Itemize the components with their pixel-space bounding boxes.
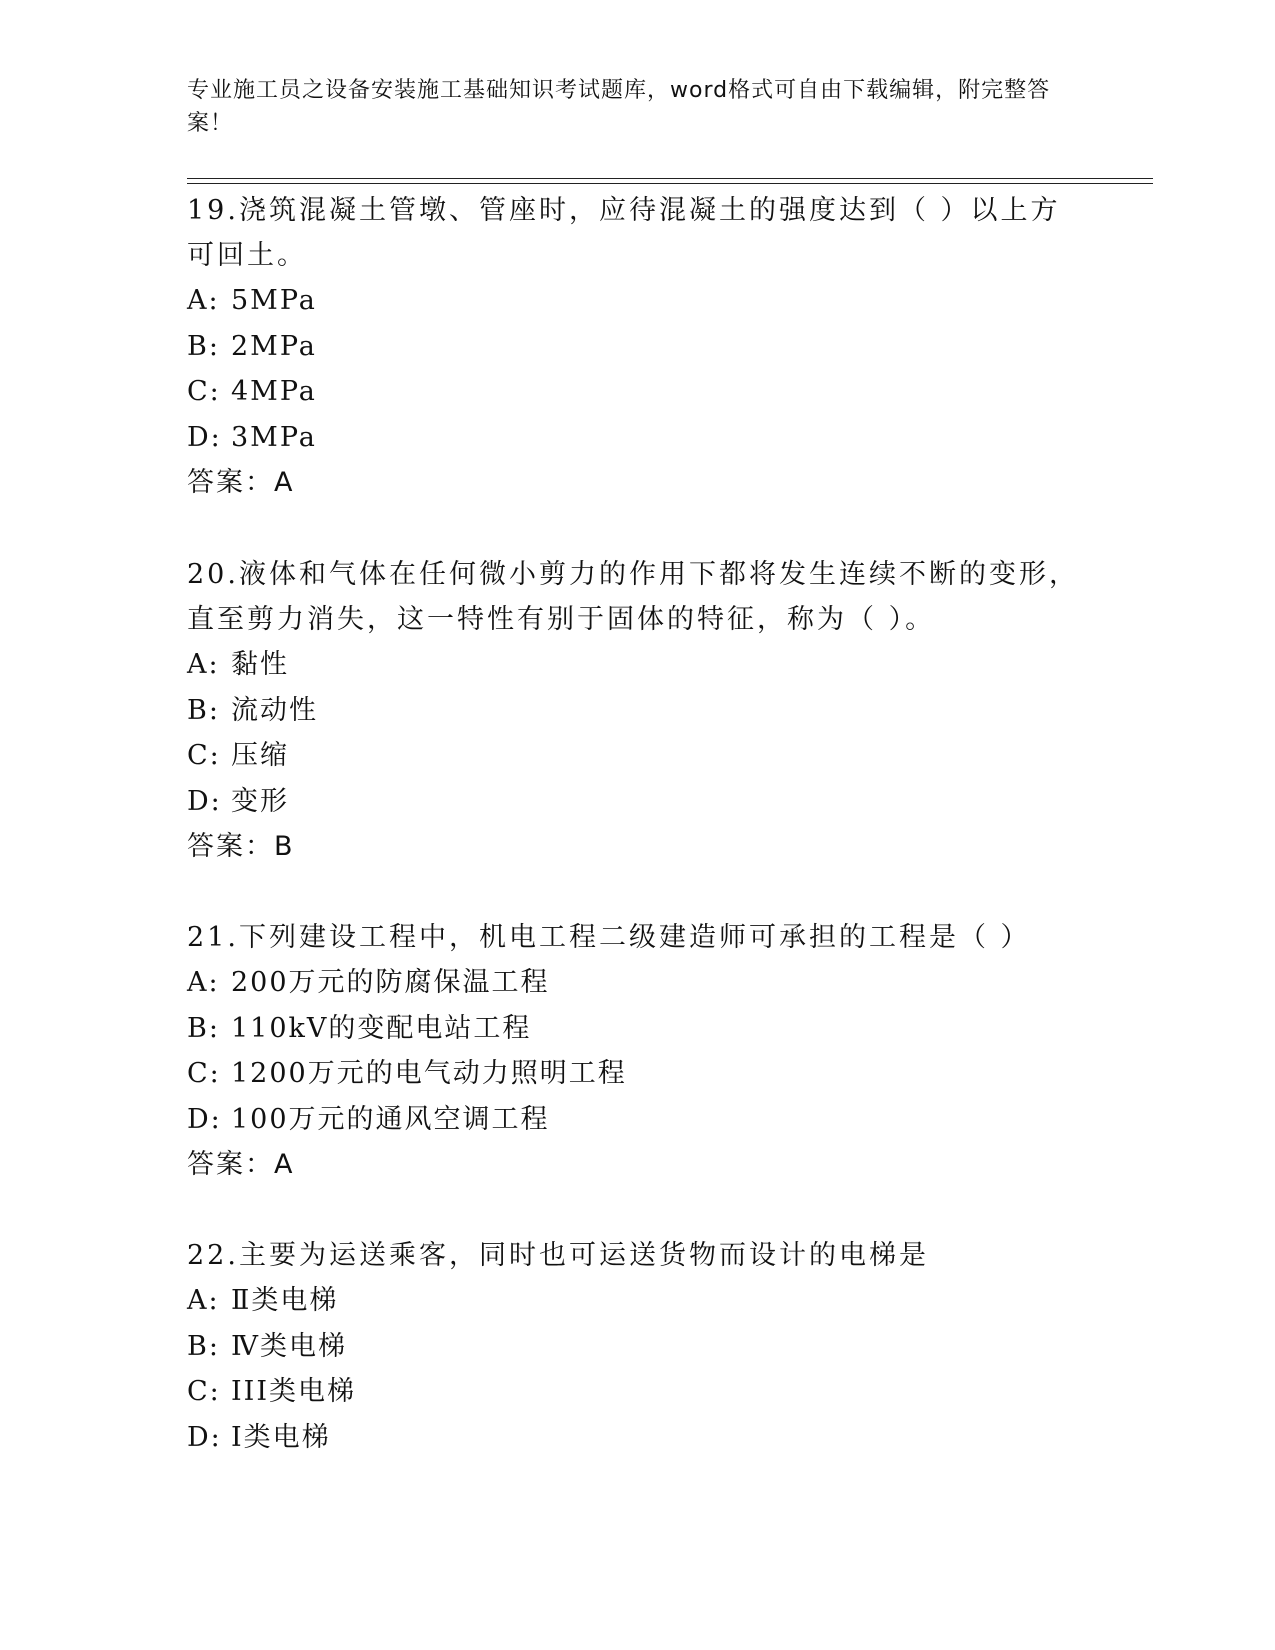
option-a	[187, 642, 1087, 688]
option-letter: B:	[187, 694, 220, 726]
option-d	[187, 779, 1087, 825]
option-letter: A:	[187, 1285, 220, 1316]
option-text: 5MPa	[231, 285, 317, 316]
answer-label: 答案：A	[187, 1149, 295, 1180]
option-letter: A:	[187, 649, 220, 680]
option-letter: D:	[187, 1103, 222, 1135]
option-d	[187, 415, 1087, 461]
option-b	[187, 1324, 1087, 1370]
question-19	[187, 188, 1087, 505]
option-c	[187, 1369, 1087, 1415]
option-text: 200万元的防腐保温工程	[231, 967, 550, 998]
option-text: Ⅰ类电梯	[231, 1421, 331, 1453]
option-text: 110kV的变配电站工程	[231, 1012, 532, 1044]
option-letter: C:	[187, 1058, 221, 1089]
option-letter: C:	[187, 376, 221, 407]
document-header: 专业施工员之设备安装施工基础知识考试题库，word格式可自由下载编辑，附完整答案！	[187, 78, 1051, 136]
answer-label: 答案：A	[187, 467, 295, 498]
option-letter: B:	[187, 330, 220, 362]
header-divider-bottom	[187, 183, 1153, 184]
option-letter: A:	[187, 967, 220, 998]
question-text: 19.浇筑混凝土管墩、管座时，应待混凝土的强度达到（ ）以上方可回土。	[187, 195, 1061, 271]
option-letter: C:	[187, 740, 221, 771]
question-text: 21.下列建设工程中，机电工程二级建造师可承担的工程是（ ）	[187, 922, 1031, 953]
option-text: Ⅱ类电梯	[231, 1285, 339, 1316]
option-letter: A:	[187, 285, 220, 316]
answer-label: 答案：B	[187, 831, 295, 862]
question-22	[187, 1233, 1087, 1460]
question-text: 20.液体和气体在任何微小剪力的作用下都将发生连续不断的变形，直至剪力消失，这一特性有别于固体的特征，称为（ ）。	[187, 559, 1079, 635]
option-letter: D:	[187, 1421, 222, 1453]
option-a	[187, 1278, 1087, 1324]
option-c	[187, 369, 1087, 415]
option-text: 黏性	[231, 649, 289, 680]
option-text: 100万元的通风空调工程	[231, 1103, 550, 1135]
option-text: 2MPa	[231, 330, 317, 362]
option-letter: B:	[187, 1012, 220, 1044]
option-text: 流动性	[231, 694, 318, 726]
option-letter: D:	[187, 421, 222, 453]
option-text: III类电梯	[231, 1376, 356, 1407]
option-text: 4MPa	[231, 376, 317, 407]
question-text: 22.主要为运送乘客，同时也可运送货物而设计的电梯是	[187, 1240, 929, 1271]
question-21	[187, 915, 1087, 1187]
option-c	[187, 733, 1087, 779]
option-letter: D:	[187, 785, 222, 817]
option-letter: C:	[187, 1376, 221, 1407]
option-text: 变形	[231, 785, 289, 817]
option-text: 3MPa	[231, 421, 317, 453]
option-text: Ⅳ类电梯	[231, 1330, 347, 1362]
option-a	[187, 278, 1087, 324]
option-text: 压缩	[231, 740, 289, 771]
option-b	[187, 1006, 1087, 1052]
option-d	[187, 1415, 1087, 1461]
header-divider-top	[187, 178, 1153, 179]
option-b	[187, 324, 1087, 370]
option-letter: B:	[187, 1330, 220, 1362]
option-c	[187, 1051, 1087, 1097]
option-d	[187, 1097, 1087, 1143]
option-text: 1200万元的电气动力照明工程	[231, 1058, 627, 1089]
question-20	[187, 552, 1087, 869]
option-a	[187, 960, 1087, 1006]
option-b	[187, 688, 1087, 734]
